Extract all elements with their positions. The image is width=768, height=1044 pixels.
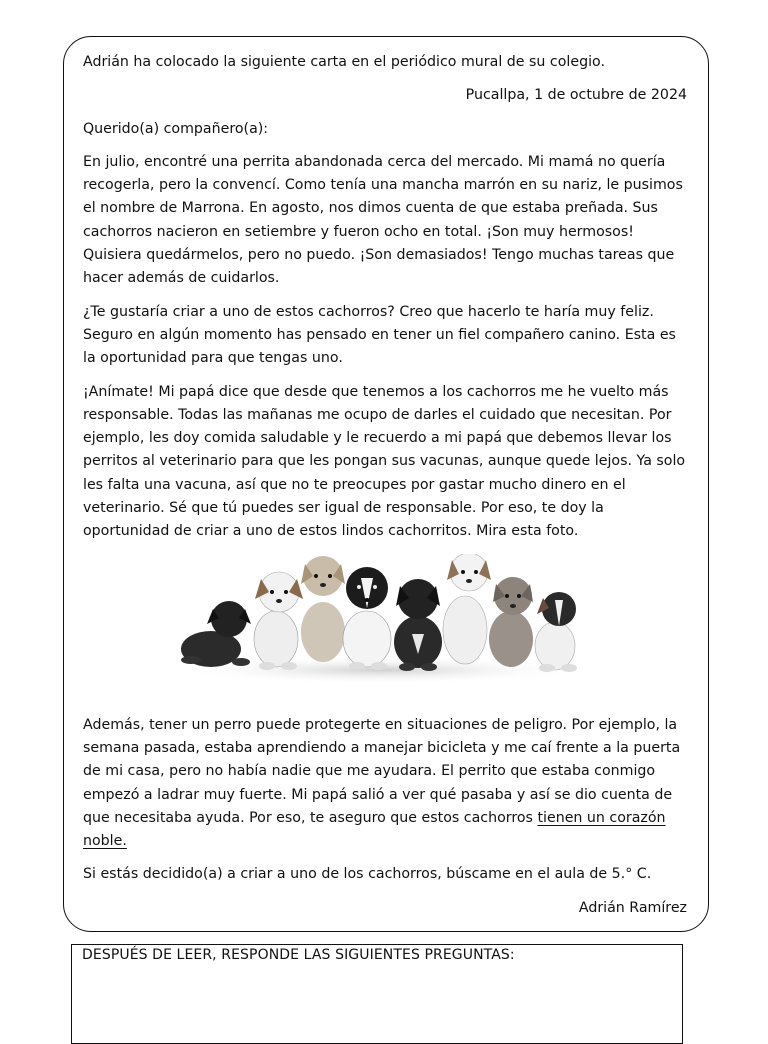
place-date: Pucallpa, 1 de octubre de 2024 <box>465 87 687 104</box>
puppy-4 <box>343 567 391 670</box>
intro-text: Adrián ha colocado la siguiente carta en el periódico mural de su colegio. <box>83 54 605 70</box>
paragraph-5: Si estás decidido(a) a criar a uno de los cachorros, búscame en el aula de 5.° C. <box>83 866 652 883</box>
questions-heading: DESPUÉS DE LEER, RESPONDE LAS SIGUIENTES PREGUNTAS: <box>82 947 515 963</box>
puppy-1 <box>181 601 251 667</box>
puppies-illustration-icon <box>171 554 591 684</box>
signature: Adrián Ramírez <box>578 899 687 916</box>
puppy-6 <box>443 554 491 664</box>
questions-box <box>71 944 683 1044</box>
paragraph-1: En julio, encontré una perrita abandonada cerca del mercado. Mi mamá no quería recogerla, pero la convencí. Como tenía una mancha marrón en su nariz, le pusimos el nombre de Marrona. En agosto, nos dimos cuenta de que estaba preñada. Sus cachorros nacieron en setiembre y fueron ocho en total. ¡Son muy hermosos! Quisiera quedármelos, pero no puedo. ¡Son demasiados! Tengo muchas tareas que hacer además de cuidarlos. <box>83 153 683 287</box>
puppies-photo <box>83 554 687 704</box>
puppy-3 <box>301 556 345 662</box>
paragraph-4 <box>83 714 687 854</box>
underlined-phrase: tienen un corazón noble. <box>83 809 666 850</box>
paragraph-2: ¿Te gustaría criar a uno de estos cachorros? Creo que hacerlo te haría muy feliz. Seguro en algún momento has pensado en tener un fiel compañero canino. Esta es la oportunidad para que tengas uno. <box>83 303 676 367</box>
letter-content <box>83 51 687 930</box>
puppy-7 <box>489 577 533 667</box>
puppy-5 <box>394 579 442 671</box>
paragraph-3: ¡Anímate! Mi papá dice que desde que tenemos a los cachorros me he vuelto más responsable. Todas las mañanas me ocupo de darles el cuidado que necesitan. Por ejemplo, les doy comida saludable y le recuerdo a mi papá que debemos llevar los perritos al veterinario para que les pongan sus vacunas, aunque quede lejos. Ya solo les falta una vacuna, así que no te preocupes por gastar mucho dinero en el veterinario. Sé que tú puedes ser igual de responsable. Por eso, te doy la oportunidad de criar a uno de estos lindos cachorritos. Mira esta foto. <box>83 383 686 540</box>
paragraph-4-text: Además, tener un perro puede protegerte en situaciones de peligro. Por ejemplo, la semana pasada, estaba aprendiendo a manejar bicicleta y me caí frente a la puerta de mi casa, pero no había nadie que me ayudara. El perrito que estaba conmigo empezó a ladrar muy fuerte. Mi papá salió a ver qué pasaba y así se dio cuenta de que necesitaba ayuda. Por eso, te aseguro que estos cachorros <box>83 716 681 826</box>
letter-frame <box>63 36 709 932</box>
greeting: Querido(a) compañero(a): <box>83 120 269 137</box>
puppy-2 <box>254 572 303 670</box>
puppy-8 <box>535 592 577 672</box>
